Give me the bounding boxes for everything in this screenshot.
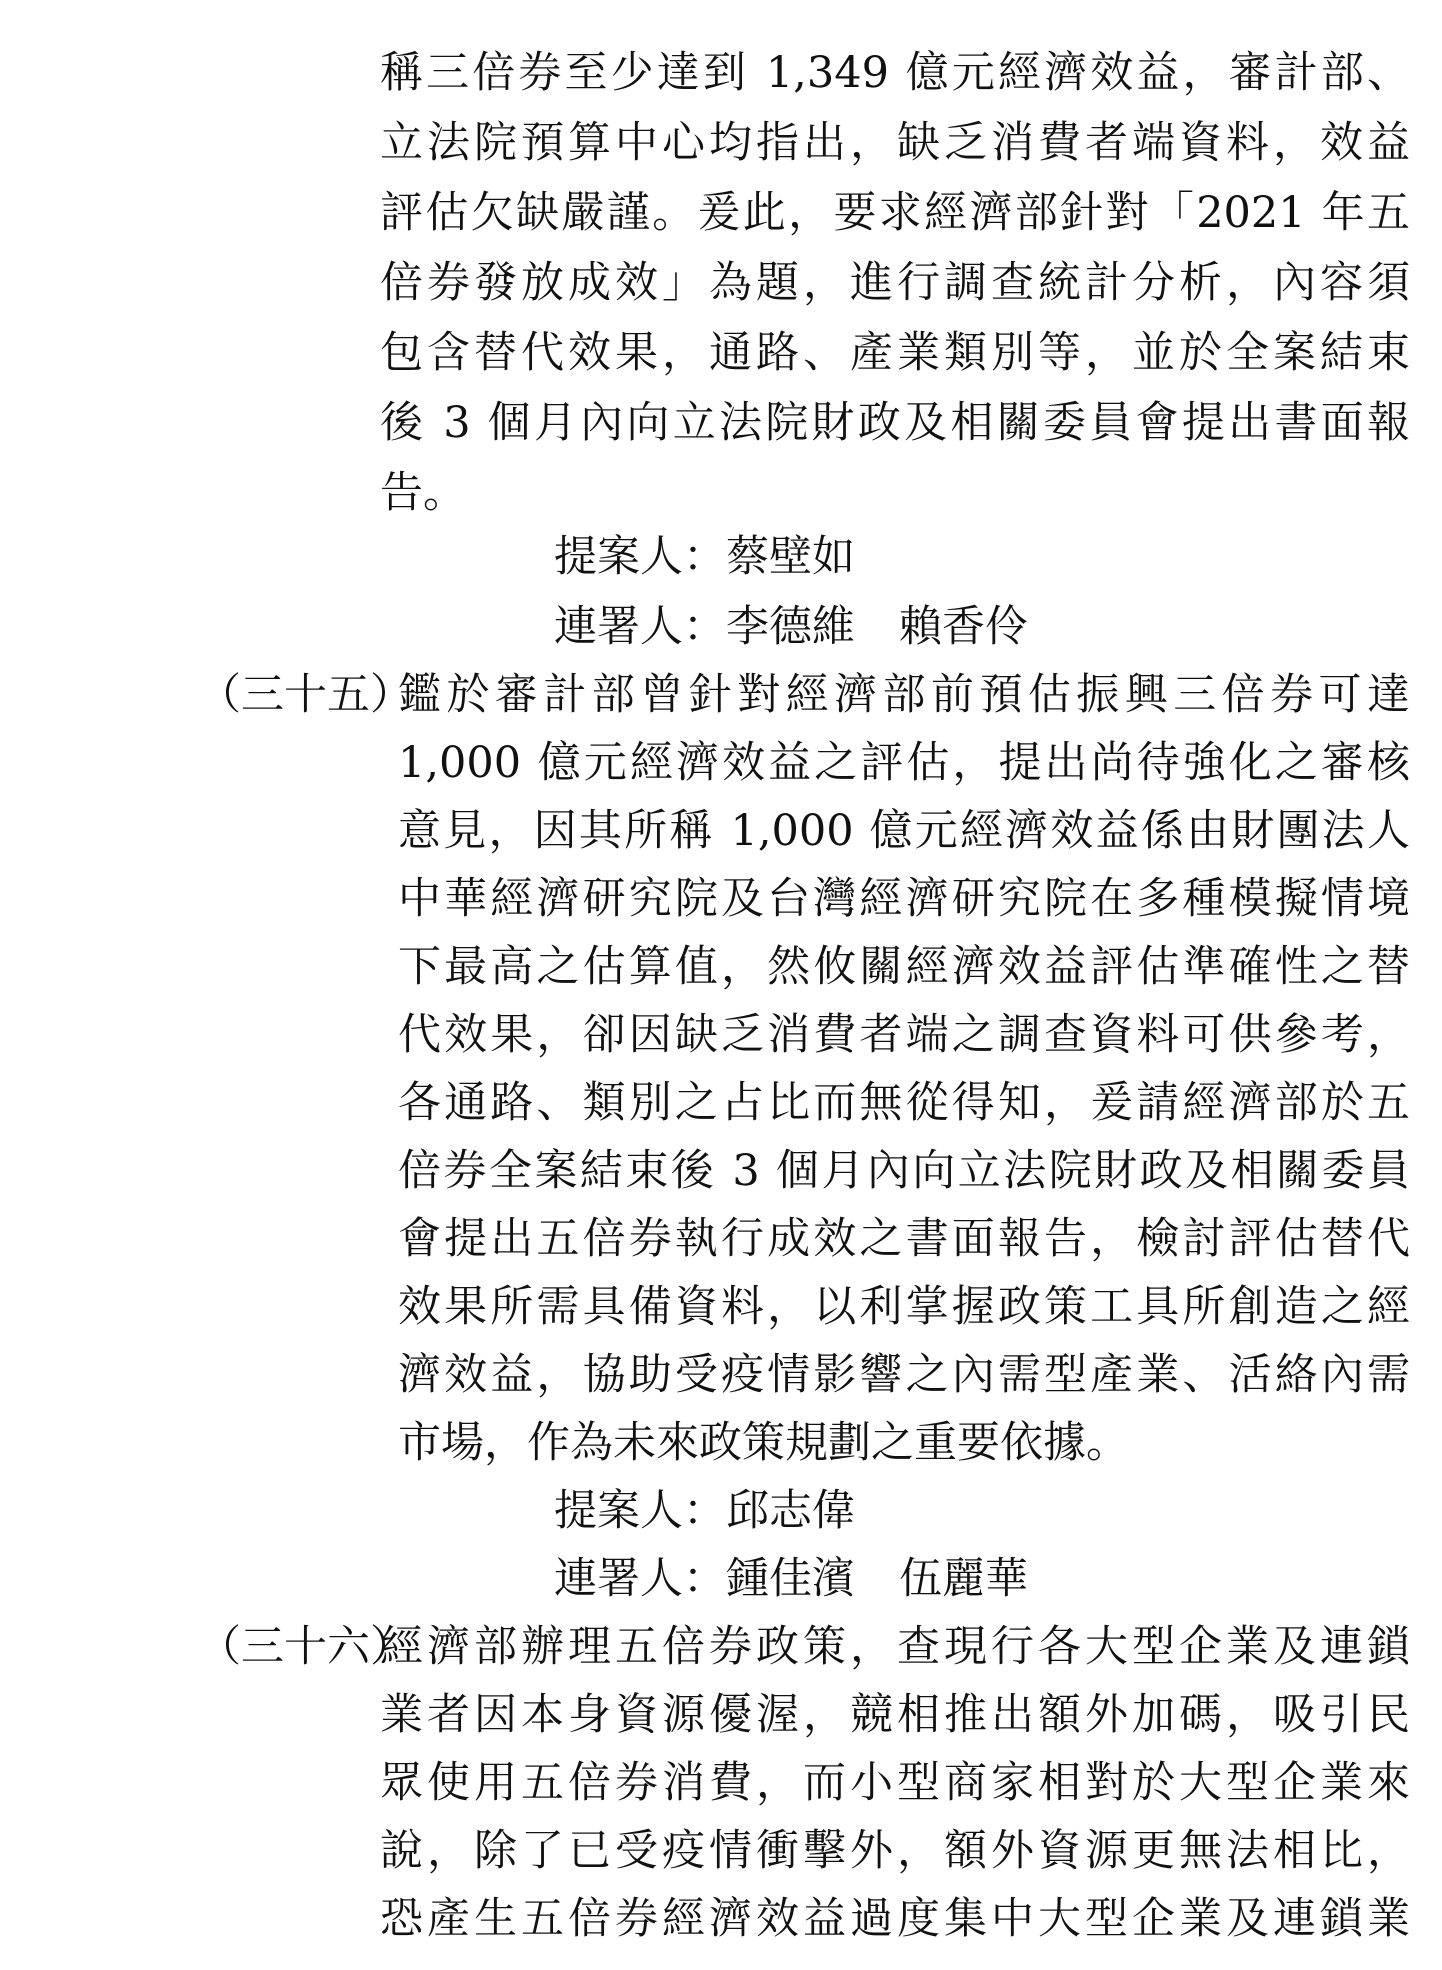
- paragraph-line: 1,000 億元經濟效益之評估，提出尚待強化之審核: [398, 738, 1410, 788]
- paragraph-line: 稱三倍券至少達到 1,349 億元經濟效益，審計部、: [380, 48, 1410, 98]
- cosigner-secondary: 伍麗華: [899, 1554, 1028, 1604]
- paragraph-line: 市場，作為未來政策規劃之重要依據。: [398, 1418, 1129, 1468]
- paragraph-line: 後 3 個月內向立法院財政及相關委員會提出書面報: [380, 398, 1410, 448]
- cosigner-secondary: 賴香伶: [899, 602, 1028, 652]
- item-label-36: （三十六）: [198, 1622, 413, 1672]
- paragraph-line: 經濟部辦理五倍券政策，查現行各大型企業及連鎖: [380, 1622, 1410, 1672]
- cosigner-primary: 連署人：鍾佳濱: [554, 1554, 855, 1604]
- paragraph-line: 鑑於審計部曾針對經濟部前預估振興三倍券可達: [398, 670, 1410, 720]
- paragraph-line: 評估欠缺嚴謹。爰此，要求經濟部針對「2021 年五: [380, 188, 1410, 238]
- paragraph-line: 立法院預算中心均指出，缺乏消費者端資料，效益: [380, 118, 1410, 168]
- paragraph-line: 恐產生五倍券經濟效益過度集中大型企業及連鎖業: [380, 1894, 1410, 1944]
- item-label-35: （三十五）: [198, 670, 413, 720]
- cosigner-line: [554, 602, 1028, 652]
- paragraph-line: 眾使用五倍券消費，而小型商家相對於大型企業來: [380, 1758, 1410, 1808]
- paragraph-line: 代效果，卻因缺乏消費者端之調查資料可供參考，: [398, 1010, 1410, 1060]
- paragraph-line: 包含替代效果，通路、產業類別等，並於全案結束: [380, 328, 1410, 378]
- paragraph-line: 意見，因其所稱 1,000 億元經濟效益係由財團法人: [398, 806, 1410, 856]
- cosigner-line: [554, 1554, 1028, 1604]
- paragraph-line: 中華經濟研究院及台灣經濟研究院在多種模擬情境: [398, 874, 1410, 924]
- paragraph-line: 效果所需具備資料，以利掌握政策工具所創造之經: [398, 1282, 1410, 1332]
- proposer-line: 提案人：蔡壁如: [554, 532, 855, 582]
- paragraph-line: 業者因本身資源優渥，競相推出額外加碼，吸引民: [380, 1690, 1410, 1740]
- cosigner-primary: 連署人：李德維: [554, 602, 855, 652]
- proposer-line: 提案人：邱志偉: [554, 1486, 855, 1536]
- paragraph-line: 會提出五倍券執行成效之書面報告，檢討評估替代: [398, 1214, 1410, 1264]
- paragraph-line: 倍券發放成效」為題，進行調查統計分析，內容須: [380, 258, 1410, 308]
- paragraph-line: 濟效益，協助受疫情影響之內需型產業、活絡內需: [398, 1350, 1410, 1400]
- paragraph-line: 倍券全案結束後 3 個月內向立法院財政及相關委員: [398, 1146, 1410, 1196]
- paragraph-line: 說，除了已受疫情衝擊外，額外資源更無法相比，: [380, 1826, 1410, 1876]
- paragraph-line: 下最高之估算值，然攸關經濟效益評估準確性之替: [398, 942, 1410, 992]
- paragraph-line: 各通路、類別之占比而無從得知，爰請經濟部於五: [398, 1078, 1410, 1128]
- paragraph-line: 告。: [380, 468, 466, 518]
